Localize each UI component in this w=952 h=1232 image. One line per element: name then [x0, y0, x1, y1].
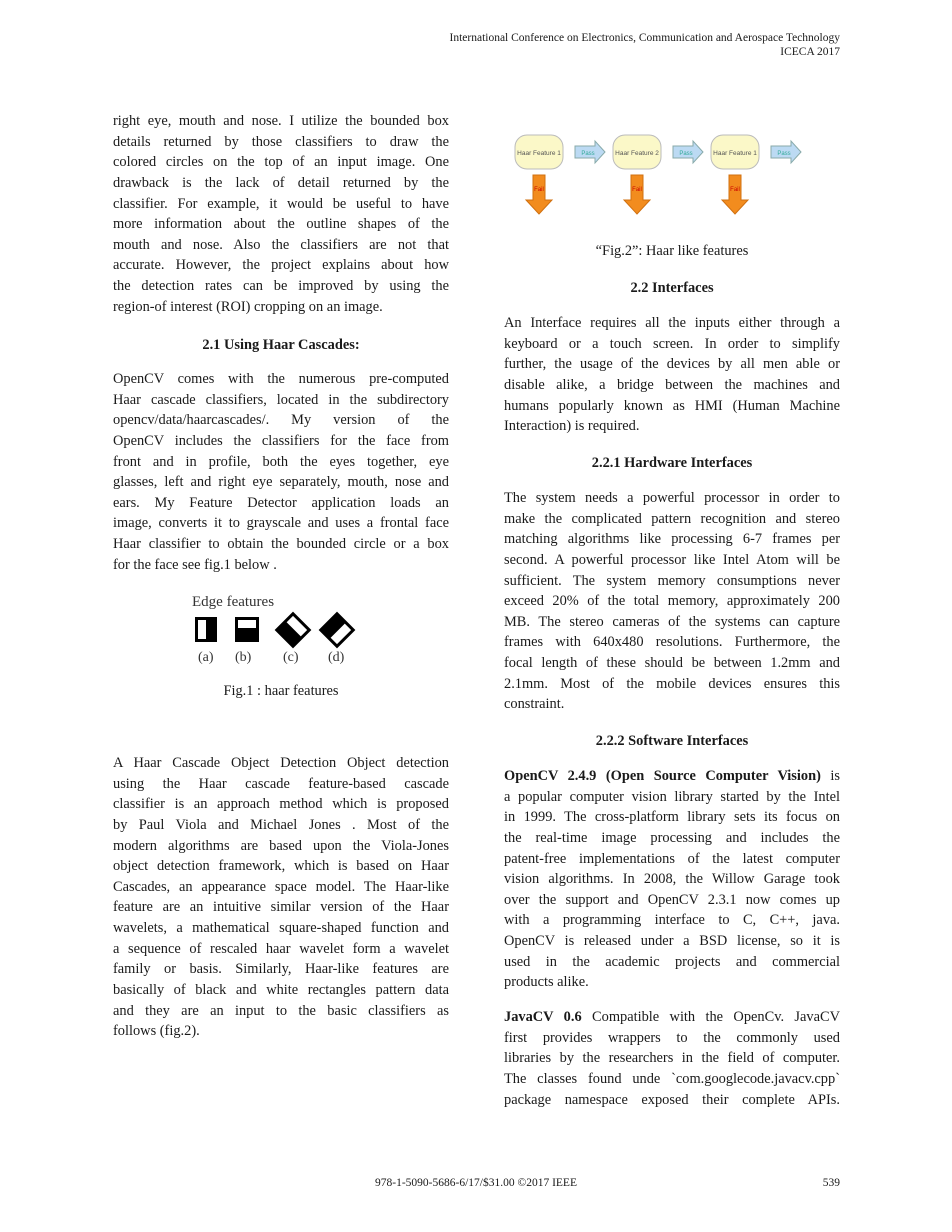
stage-label: Haar Feature 1 [713, 150, 757, 157]
text-line: details returned by those classifiers to draw the [113, 133, 449, 150]
text-line: image, converts it to grayscale and uses a frontal face [113, 515, 449, 532]
left-para-3 [113, 753, 449, 1042]
fail-arrow [624, 175, 650, 214]
text-line: further, the usage of the devices by all men able or [504, 356, 840, 373]
footer-page-number: 539 [822, 1177, 840, 1189]
figure-2-caption: “Fig.2”: Haar like features [595, 243, 749, 259]
text-line: OpenCV is released under a BSD license, so it is [504, 933, 840, 950]
text-line: sufficient. The system memory consumptions never [504, 572, 840, 589]
text-line: exceed 20% of the total memory, approximately 200 [504, 593, 840, 610]
text-line: the detection rates can be improved by using the [113, 278, 449, 295]
text-line: more information about the outline shapes of the [113, 216, 449, 233]
figure-1-caption: Fig.1 : haar features [223, 683, 339, 699]
bold-lead: OpenCV 2.4.9 (Open Source Computer Vision) [504, 768, 821, 784]
text-line: Haar classifier to obtain the bounded circle or a box [113, 536, 449, 553]
fail-label: Fail [730, 187, 740, 193]
footer-isbn: 978-1-5090-5686-6/17/$31.00 ©2017 IEEE [375, 1177, 577, 1189]
text-line: The system needs a powerful processor in order to [504, 490, 840, 506]
stage-label: Haar Feature 1 [517, 150, 561, 157]
text-line: region-of interest (ROI) cropping on an image. [113, 298, 383, 315]
text-line: disable alike, a bridge between the machines and [504, 376, 840, 393]
text-line: in 1999. The cross-platform library sets its focus on [504, 809, 840, 826]
text-line: a popular computer vision library started by the Intel [504, 788, 840, 805]
edge-feature-c [275, 612, 312, 649]
text-line: for the face see fig.1 below . [113, 556, 277, 573]
fail-arrow [526, 175, 552, 214]
fail-arrow [722, 175, 748, 214]
text-line: focal length of these should be between 1.2mm and [504, 655, 840, 672]
text-line: feature are an intuitive similar version of the Haar [113, 899, 449, 916]
text-line: OpenCV includes the classifiers for the face from [113, 432, 449, 449]
text-line: drawback is the lack of detail returned by the [113, 174, 449, 191]
text-line: libraries by the researchers in the field of computer. [504, 1050, 840, 1067]
text-line: modern algorithms are based upon the Viola-Jones [113, 837, 449, 854]
bold-lead: JavaCV 0.6 [504, 1009, 582, 1025]
text-line: matching algorithms like processing 6-7 frames per [504, 531, 840, 548]
text-line: used in the academic projects and commercial [504, 953, 840, 970]
text-line: keyboard or a touch screen. In order to simplify [504, 335, 840, 352]
figure-1-edge-features [185, 588, 370, 668]
text-line: patent-free implementations of the latest computer [504, 850, 840, 867]
left-para-1 [113, 111, 449, 317]
text-line: make the complicated pattern recognition and stereo [504, 510, 840, 527]
text-line: frames with 640x480 resolutions. Furthermore, the [504, 634, 840, 651]
text-line: front and in profile, both the eyes together, eye [113, 453, 449, 470]
text-line: colored circles on the top of an input image. One [113, 154, 449, 171]
fig1-label-a: (a) [198, 650, 214, 665]
edge-feature-a [195, 617, 217, 642]
text-line: 2.1mm. Most of the mobile devices ensures this [504, 675, 840, 692]
right-para-2 [504, 488, 840, 715]
text-line: Cascades, an appearance space model. The Haar-like [113, 878, 449, 895]
text-line: wavelets, a mathematical square-shaped function and [113, 920, 449, 937]
text-line: JavaCV 0.6 Compatible with the OpenCv. JavaCV [504, 1009, 840, 1025]
text-line: glasses, left and right eye separately, mouth, nose and [113, 474, 449, 491]
fig1-label-b: (b) [235, 650, 252, 665]
text-line: a sequence of rescaled haar wavelet form a wavelet [113, 940, 449, 957]
text-line: humans popularly known as HMI (Human Machine [504, 397, 840, 414]
text-line: vision algorithms. In 2008, the Willow Garage took [504, 871, 840, 888]
text-line: The classes found unde `com.googlecode.javacv.cpp` [504, 1070, 840, 1087]
text-line: MB. The stereo cameras of the systems can capture [504, 613, 840, 630]
text-line: ears. My Feature Detector application loads an [113, 494, 449, 511]
running-header-short: ICECA 2017 [780, 46, 840, 58]
text-line: OpenCV 2.4.9 (Open Source Computer Vision) is [504, 768, 840, 784]
edge-feature-d [319, 612, 356, 649]
section-heading-2-2: 2.2 Interfaces [630, 280, 714, 296]
pass-label: Pass [679, 151, 693, 157]
text-line: family or basis. Similarly, Haar-like features are [113, 961, 449, 978]
text-line: right eye, mouth and nose. I utilize the bounded box [113, 113, 449, 129]
edge-feature-b [235, 617, 259, 642]
text-line: classifier. For example, it would be useful to have [113, 195, 449, 212]
text-line: basically of black and white rectangles pattern data [113, 982, 449, 999]
right-para-4 [504, 1007, 840, 1110]
text-line: using the Haar cascade feature-based cascade [113, 775, 449, 792]
text-line: object detection framework, which is based on Haar [113, 858, 449, 875]
text-line: classifier is an approach method which is proposed [113, 796, 449, 813]
fig1-label-d: (d) [328, 650, 345, 665]
text-line: package namespace exposed their complete APIs. [504, 1091, 840, 1108]
text-line: with a programming interface to C, C++, java. [504, 912, 840, 929]
section-heading-2-2-1: 2.2.1 Hardware Interfaces [591, 455, 753, 471]
right-para-1 [504, 313, 840, 437]
text-line: the real-time image processing and includes the [504, 829, 840, 846]
figure-2-haar-cascade [505, 125, 805, 220]
section-heading-2-1: 2.1 Using Haar Cascades: [202, 337, 360, 353]
fail-label: Fail [534, 187, 544, 193]
fail-label: Fail [632, 187, 642, 193]
text-line: A Haar Cascade Object Detection Object detection [113, 755, 449, 771]
section-heading-2-2-2: 2.2.2 Software Interfaces [595, 733, 749, 749]
text-line: second. A powerful processor like Intel Atom will be [504, 551, 840, 568]
text-line: by Paul Viola and Michael Jones . Most of the [113, 816, 449, 833]
text-line: over the support and OpenCV 2.3.1 now comes up [504, 891, 840, 908]
pass-label: Pass [777, 151, 791, 157]
text-line: and they are an input to the basic classifiers as [113, 1002, 449, 1019]
text-line: opencv/data/haarcascades/. My version of the [113, 412, 449, 429]
text-line: first provides wrappers to the commonly used [504, 1029, 840, 1046]
left-para-2 [113, 369, 449, 575]
text-line: mouth and nose. Also the classifiers are not that [113, 236, 449, 253]
running-header-conference: International Conference on Electronics, Communication and Aerospace Technology [449, 32, 840, 44]
text-line: An Interface requires all the inputs either through a [504, 315, 840, 331]
text-line: Interaction) is required. [504, 418, 640, 435]
text-line: follows (fig.2). [113, 1023, 200, 1040]
text-line: OpenCV comes with the numerous pre-computed [113, 371, 449, 387]
fig1-title: Edge features [192, 594, 275, 610]
text-line: constraint. [504, 696, 565, 713]
text-line: products alike. [504, 974, 589, 991]
stage-label: Haar Feature 2 [615, 150, 659, 157]
text-line: Haar cascade classifiers, located in the subdirectory [113, 391, 449, 408]
pass-label: Pass [581, 151, 595, 157]
fig1-label-c: (c) [283, 650, 299, 665]
right-para-3 [504, 766, 840, 993]
text-line: accurate. However, the project explains about how [113, 257, 449, 274]
